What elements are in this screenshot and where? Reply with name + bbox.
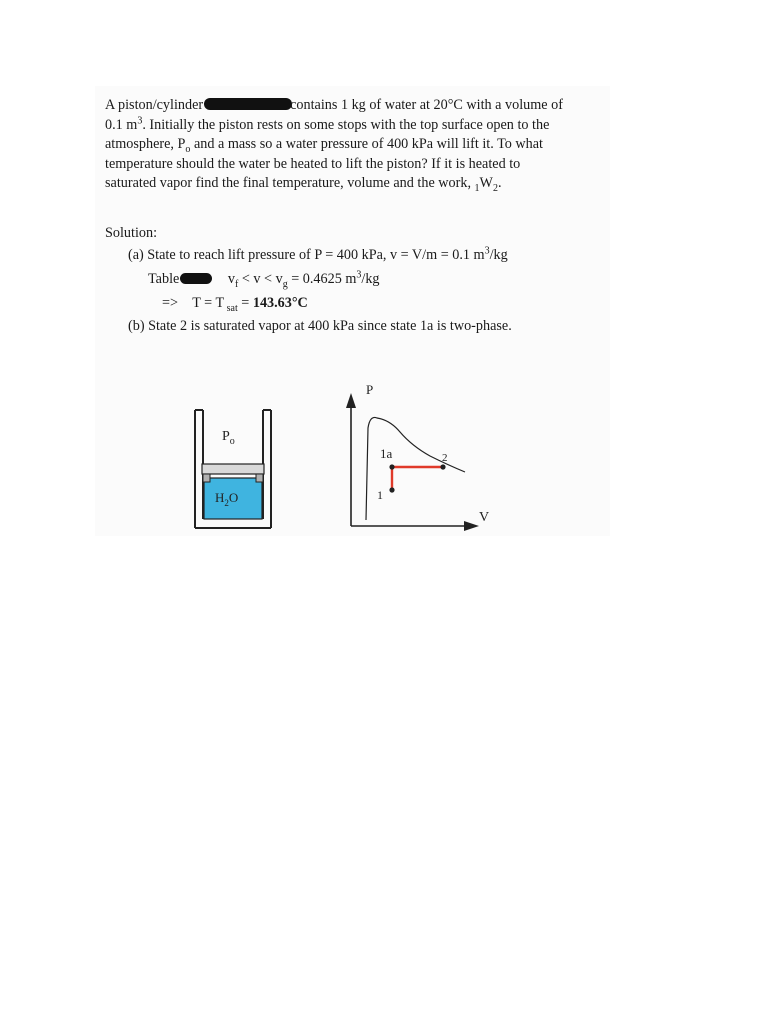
saturation-dome	[366, 417, 465, 520]
solution-text: v	[227, 271, 235, 287]
y-axis-arrow-icon	[346, 393, 356, 408]
problem-text: contains 1 kg of water at 20°C with a volume of	[290, 97, 563, 113]
superscript: 3	[356, 269, 362, 281]
table-label: Table	[148, 271, 180, 287]
solution-text: < v < v	[238, 271, 283, 287]
solution-text: /kg	[489, 247, 508, 263]
atm-pressure-label: $P_o$	[222, 429, 235, 447]
subscript: f	[234, 278, 239, 290]
problem-text: . Initially the piston rests on some stops with the top surface open to the	[142, 116, 550, 133]
stop-left	[203, 474, 210, 482]
solution-text: =	[237, 295, 253, 311]
water-label: $H_2O$	[215, 490, 239, 508]
label-1a: 1a	[380, 446, 393, 461]
state-point-1	[389, 487, 394, 492]
problem-text: atmosphere, P	[105, 136, 186, 152]
state-point-2	[440, 464, 445, 469]
solution-text: (a) State to reach lift pressure of P = 400 kPa, v = V/m = 0.1 m	[128, 247, 485, 263]
problem-text: and a mass so a water pressure of 400 kPa will lift it. To what	[190, 136, 543, 152]
problem-text: 0.1 m	[105, 116, 138, 133]
state-point-1a	[389, 464, 394, 469]
label-2: 2	[442, 452, 448, 464]
y-axis-label: P	[366, 382, 374, 397]
piston-cylinder-figure	[195, 410, 271, 528]
solution-text: = 0.4625 m	[287, 271, 357, 287]
solution-heading: Solution:	[105, 225, 158, 241]
x-axis-label: V	[479, 510, 490, 525]
problem-text: temperature should the water be heated to lift the piston? If it is heated to	[105, 155, 521, 172]
solution-part-b: (b) State 2 is saturated vapor at 400 kPa since state 1a is two-phase.	[128, 318, 512, 334]
problem-text: A piston/cylinder	[105, 97, 204, 113]
pv-diagram	[346, 382, 489, 531]
subscript: o	[185, 143, 191, 155]
work-symbol: W	[479, 175, 493, 191]
implies-arrow: =>	[162, 295, 179, 311]
subscript: g	[282, 278, 288, 290]
solution-text: /kg	[361, 271, 380, 287]
problem-text: saturated vapor find the final temperature, volume and the work,	[105, 175, 475, 191]
superscript: 3	[137, 114, 143, 126]
problem-text: .	[497, 175, 502, 191]
stop-right	[256, 474, 263, 482]
subscript: 1	[474, 182, 480, 194]
subscript: 2	[492, 182, 498, 194]
piston	[202, 464, 264, 474]
x-axis-arrow-icon	[464, 521, 479, 531]
label-1: 1	[377, 488, 383, 502]
result-value: 143.63°C	[252, 295, 308, 311]
subscript: sat	[224, 302, 238, 314]
solution-text: T = T	[192, 295, 225, 311]
superscript: 3	[484, 245, 490, 257]
